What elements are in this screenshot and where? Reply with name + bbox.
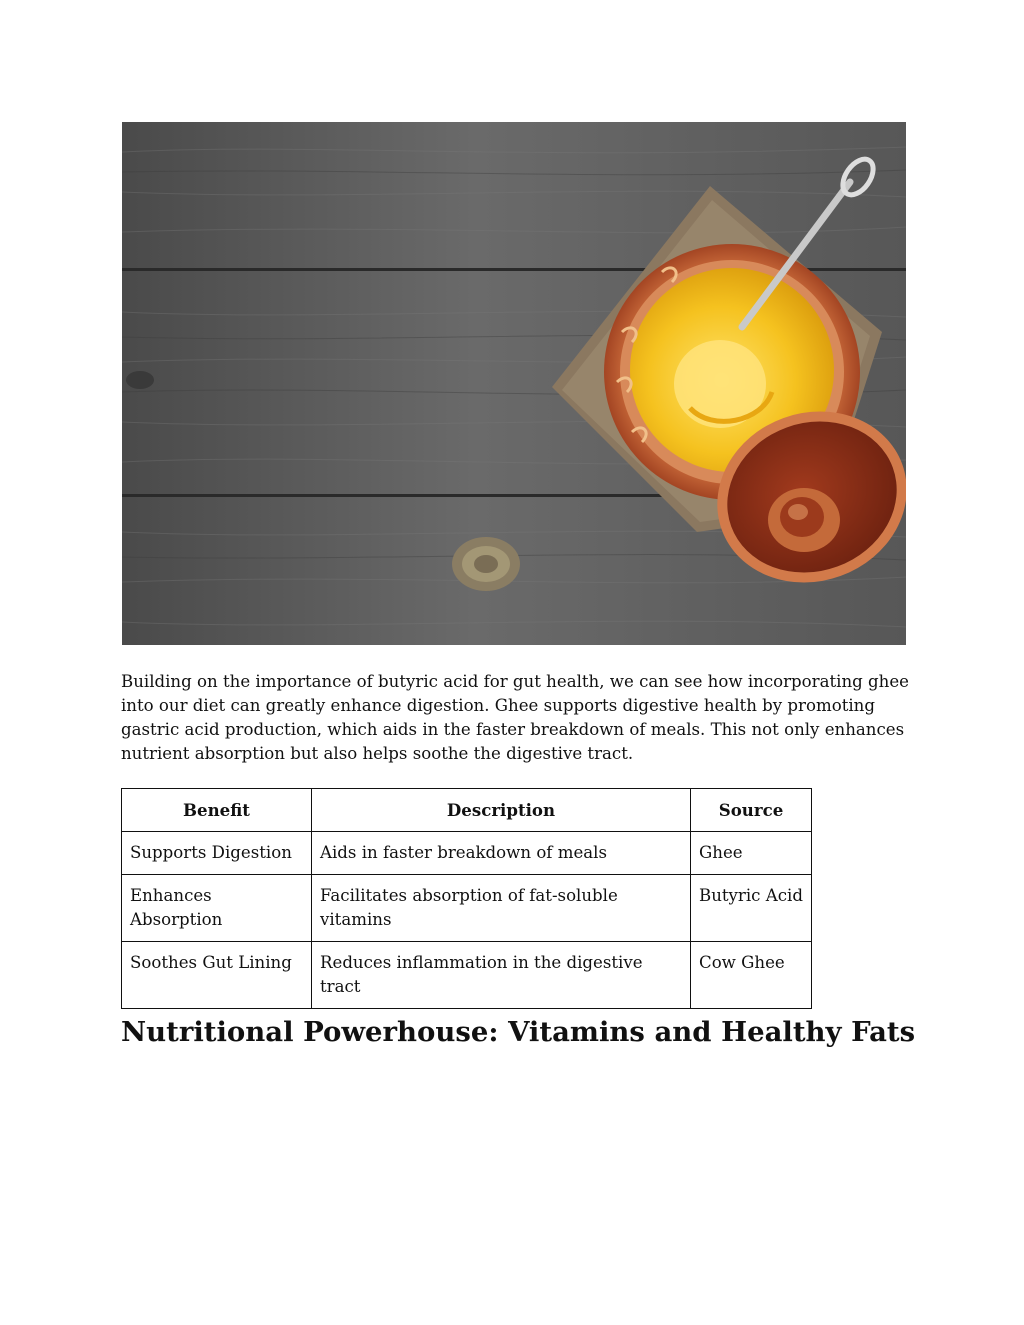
table-cell: Cow Ghee — [691, 942, 812, 1009]
ghee-pot-photo — [122, 122, 906, 645]
column-header-description: Description — [312, 789, 691, 832]
table-cell: Enhances Absorption — [122, 875, 312, 942]
table-row — [122, 875, 812, 942]
benefits-table — [121, 788, 812, 1009]
intro-paragraph: Building on the importance of butyric acid for gut health, we can see how incorporating ghee into our diet can greatly enhance digestion. Ghee supports digestive health by promoting gastric acid production, which aids in the faster breakdown of meals. This not only enhances nutrient absorption but also helps soothe the digestive tract. — [121, 672, 909, 763]
table-row — [122, 832, 812, 875]
table-cell: Soothes Gut Lining — [122, 942, 312, 1009]
column-header-source: Source — [691, 789, 812, 832]
table-cell: Facilitates absorption of fat-soluble vitamins — [312, 875, 691, 942]
column-header-benefit: Benefit — [122, 789, 312, 832]
table-cell: Supports Digestion — [122, 832, 312, 875]
table-cell: Ghee — [691, 832, 812, 875]
section-heading: Nutritional Powerhouse: Vitamins and Healthy Fats — [121, 1016, 916, 1048]
table-row — [122, 942, 812, 1009]
table-cell: Reduces inflammation in the digestive tract — [312, 942, 691, 1009]
table-cell: Butyric Acid — [691, 875, 812, 942]
table-cell: Aids in faster breakdown of meals — [312, 832, 691, 875]
table-header-row — [122, 789, 812, 832]
